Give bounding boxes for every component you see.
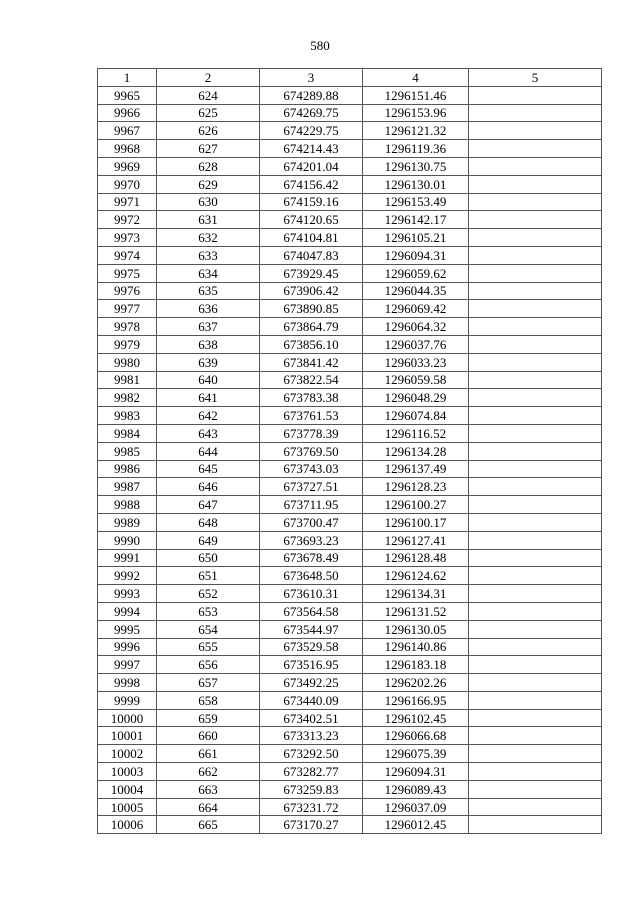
table-row: [98, 531, 602, 549]
notes-cell: [469, 353, 602, 371]
table-row: [98, 424, 602, 442]
index-cell: 657: [157, 674, 260, 692]
table-row: [98, 122, 602, 140]
y-coordinate-cell: 1296033.23: [363, 353, 469, 371]
notes-cell: [469, 638, 602, 656]
index-cell: 640: [157, 371, 260, 389]
x-coordinate-cell: 673529.58: [260, 638, 363, 656]
x-coordinate-cell: 673778.39: [260, 424, 363, 442]
y-coordinate-cell: 1296094.31: [363, 246, 469, 264]
point-number-cell: 10003: [98, 763, 157, 781]
x-coordinate-cell: 673259.83: [260, 780, 363, 798]
y-coordinate-cell: 1296151.46: [363, 86, 469, 104]
notes-cell: [469, 442, 602, 460]
index-cell: 645: [157, 460, 260, 478]
notes-cell: [469, 122, 602, 140]
notes-cell: [469, 424, 602, 442]
column-header-3: 3: [260, 69, 363, 87]
index-cell: 658: [157, 691, 260, 709]
x-coordinate-cell: 673890.85: [260, 300, 363, 318]
y-coordinate-cell: 1296037.76: [363, 335, 469, 353]
x-coordinate-cell: 673402.51: [260, 709, 363, 727]
index-cell: 651: [157, 567, 260, 585]
point-number-cell: 9997: [98, 656, 157, 674]
table-row: [98, 798, 602, 816]
index-cell: 637: [157, 318, 260, 336]
index-cell: 644: [157, 442, 260, 460]
index-cell: 628: [157, 157, 260, 175]
x-coordinate-cell: 674201.04: [260, 157, 363, 175]
point-number-cell: 9975: [98, 264, 157, 282]
point-number-cell: 9993: [98, 585, 157, 603]
x-coordinate-cell: 673313.23: [260, 727, 363, 745]
table-row: [98, 246, 602, 264]
point-number-cell: 9991: [98, 549, 157, 567]
index-cell: 630: [157, 193, 260, 211]
table-body: [98, 86, 602, 833]
y-coordinate-cell: 1296166.95: [363, 691, 469, 709]
table-row: [98, 620, 602, 638]
y-coordinate-cell: 1296137.49: [363, 460, 469, 478]
index-cell: 626: [157, 122, 260, 140]
y-coordinate-cell: 1296130.75: [363, 157, 469, 175]
y-coordinate-cell: 1296130.01: [363, 175, 469, 193]
x-coordinate-cell: 674229.75: [260, 122, 363, 140]
table-row: [98, 389, 602, 407]
notes-cell: [469, 460, 602, 478]
x-coordinate-cell: 673761.53: [260, 407, 363, 425]
notes-cell: [469, 175, 602, 193]
table-row: [98, 460, 602, 478]
point-number-cell: 9968: [98, 140, 157, 158]
table-row: [98, 496, 602, 514]
x-coordinate-cell: 673610.31: [260, 585, 363, 603]
table-row: [98, 86, 602, 104]
y-coordinate-cell: 1296183.18: [363, 656, 469, 674]
point-number-cell: 9971: [98, 193, 157, 211]
point-number-cell: 10006: [98, 816, 157, 834]
table-row: [98, 140, 602, 158]
notes-cell: [469, 335, 602, 353]
x-coordinate-cell: 674047.83: [260, 246, 363, 264]
index-cell: 633: [157, 246, 260, 264]
column-header-5: 5: [469, 69, 602, 87]
table-row: [98, 585, 602, 603]
y-coordinate-cell: 1296059.62: [363, 264, 469, 282]
table-row: [98, 709, 602, 727]
x-coordinate-cell: 674214.43: [260, 140, 363, 158]
notes-cell: [469, 513, 602, 531]
notes-cell: [469, 478, 602, 496]
index-cell: 663: [157, 780, 260, 798]
x-coordinate-cell: 673492.25: [260, 674, 363, 692]
index-cell: 627: [157, 140, 260, 158]
table-row: [98, 282, 602, 300]
table-row: [98, 442, 602, 460]
x-coordinate-cell: 673231.72: [260, 798, 363, 816]
x-coordinate-cell: 673292.50: [260, 745, 363, 763]
table-row: [98, 674, 602, 692]
point-number-cell: 9980: [98, 353, 157, 371]
index-cell: 636: [157, 300, 260, 318]
notes-cell: [469, 691, 602, 709]
index-cell: 635: [157, 282, 260, 300]
notes-cell: [469, 620, 602, 638]
y-coordinate-cell: 1296202.26: [363, 674, 469, 692]
notes-cell: [469, 371, 602, 389]
index-cell: 664: [157, 798, 260, 816]
notes-cell: [469, 264, 602, 282]
index-cell: 655: [157, 638, 260, 656]
table-row: [98, 513, 602, 531]
y-coordinate-cell: 1296012.45: [363, 816, 469, 834]
y-coordinate-cell: 1296119.36: [363, 140, 469, 158]
notes-cell: [469, 745, 602, 763]
x-coordinate-cell: 673678.49: [260, 549, 363, 567]
index-cell: 650: [157, 549, 260, 567]
x-coordinate-cell: 674104.81: [260, 229, 363, 247]
y-coordinate-cell: 1296142.17: [363, 211, 469, 229]
index-cell: 634: [157, 264, 260, 282]
y-coordinate-cell: 1296153.49: [363, 193, 469, 211]
y-coordinate-cell: 1296100.27: [363, 496, 469, 514]
index-cell: 654: [157, 620, 260, 638]
index-cell: 648: [157, 513, 260, 531]
point-number-cell: 9970: [98, 175, 157, 193]
table-header: [98, 69, 602, 87]
x-coordinate-cell: 673856.10: [260, 335, 363, 353]
index-cell: 660: [157, 727, 260, 745]
y-coordinate-cell: 1296153.96: [363, 104, 469, 122]
index-cell: 647: [157, 496, 260, 514]
index-cell: 652: [157, 585, 260, 603]
y-coordinate-cell: 1296069.42: [363, 300, 469, 318]
notes-cell: [469, 674, 602, 692]
point-number-cell: 9994: [98, 602, 157, 620]
point-number-cell: 9996: [98, 638, 157, 656]
x-coordinate-cell: 674269.75: [260, 104, 363, 122]
table-row: [98, 104, 602, 122]
notes-cell: [469, 816, 602, 834]
x-coordinate-cell: 674289.88: [260, 86, 363, 104]
notes-cell: [469, 709, 602, 727]
x-coordinate-cell: 673929.45: [260, 264, 363, 282]
y-coordinate-cell: 1296128.23: [363, 478, 469, 496]
y-coordinate-cell: 1296131.52: [363, 602, 469, 620]
y-coordinate-cell: 1296066.68: [363, 727, 469, 745]
y-coordinate-cell: 1296128.48: [363, 549, 469, 567]
table-row: [98, 816, 602, 834]
point-number-cell: 9976: [98, 282, 157, 300]
x-coordinate-cell: 673282.77: [260, 763, 363, 781]
x-coordinate-cell: 673711.95: [260, 496, 363, 514]
header-row: [98, 69, 602, 87]
y-coordinate-cell: 1296134.31: [363, 585, 469, 603]
point-number-cell: 9982: [98, 389, 157, 407]
notes-cell: [469, 407, 602, 425]
point-number-cell: 9992: [98, 567, 157, 585]
y-coordinate-cell: 1296134.28: [363, 442, 469, 460]
x-coordinate-cell: 673544.97: [260, 620, 363, 638]
point-number-cell: 10005: [98, 798, 157, 816]
x-coordinate-cell: 673864.79: [260, 318, 363, 336]
x-coordinate-cell: 673440.09: [260, 691, 363, 709]
point-number-cell: 9969: [98, 157, 157, 175]
index-cell: 641: [157, 389, 260, 407]
index-cell: 642: [157, 407, 260, 425]
notes-cell: [469, 549, 602, 567]
notes-cell: [469, 780, 602, 798]
point-number-cell: 9989: [98, 513, 157, 531]
x-coordinate-cell: 673170.27: [260, 816, 363, 834]
notes-cell: [469, 656, 602, 674]
index-cell: 662: [157, 763, 260, 781]
notes-cell: [469, 318, 602, 336]
notes-cell: [469, 246, 602, 264]
point-number-cell: 10004: [98, 780, 157, 798]
column-header-4: 4: [363, 69, 469, 87]
table-row: [98, 193, 602, 211]
y-coordinate-cell: 1296089.43: [363, 780, 469, 798]
y-coordinate-cell: 1296105.21: [363, 229, 469, 247]
y-coordinate-cell: 1296130.05: [363, 620, 469, 638]
table-row: [98, 567, 602, 585]
notes-cell: [469, 157, 602, 175]
table-row: [98, 300, 602, 318]
point-number-cell: 9983: [98, 407, 157, 425]
point-number-cell: 9967: [98, 122, 157, 140]
notes-cell: [469, 602, 602, 620]
index-cell: 624: [157, 86, 260, 104]
notes-cell: [469, 86, 602, 104]
y-coordinate-cell: 1296140.86: [363, 638, 469, 656]
x-coordinate-cell: 674156.42: [260, 175, 363, 193]
table-row: [98, 745, 602, 763]
notes-cell: [469, 567, 602, 585]
y-coordinate-cell: 1296102.45: [363, 709, 469, 727]
x-coordinate-cell: 673769.50: [260, 442, 363, 460]
index-cell: 646: [157, 478, 260, 496]
index-cell: 649: [157, 531, 260, 549]
point-number-cell: 9972: [98, 211, 157, 229]
column-header-2: 2: [157, 69, 260, 87]
point-number-cell: 9986: [98, 460, 157, 478]
point-number-cell: 9977: [98, 300, 157, 318]
notes-cell: [469, 798, 602, 816]
point-number-cell: 9995: [98, 620, 157, 638]
table-row: [98, 353, 602, 371]
notes-cell: [469, 763, 602, 781]
x-coordinate-cell: 673564.58: [260, 602, 363, 620]
point-number-cell: 9985: [98, 442, 157, 460]
index-cell: 625: [157, 104, 260, 122]
point-number-cell: 9990: [98, 531, 157, 549]
index-cell: 639: [157, 353, 260, 371]
notes-cell: [469, 496, 602, 514]
index-cell: 632: [157, 229, 260, 247]
point-number-cell: 9984: [98, 424, 157, 442]
notes-cell: [469, 585, 602, 603]
table-row: [98, 318, 602, 336]
table-row: [98, 656, 602, 674]
page-number: 580: [310, 38, 330, 53]
coordinates-table: [97, 68, 602, 834]
table-row: [98, 175, 602, 193]
table-row: [98, 727, 602, 745]
notes-cell: [469, 140, 602, 158]
y-coordinate-cell: 1296094.31: [363, 763, 469, 781]
y-coordinate-cell: 1296048.29: [363, 389, 469, 407]
table-row: [98, 763, 602, 781]
index-cell: 656: [157, 656, 260, 674]
x-coordinate-cell: 673648.50: [260, 567, 363, 585]
notes-cell: [469, 104, 602, 122]
y-coordinate-cell: 1296116.52: [363, 424, 469, 442]
x-coordinate-cell: 673516.95: [260, 656, 363, 674]
table-row: [98, 638, 602, 656]
point-number-cell: 9965: [98, 86, 157, 104]
table-row: [98, 691, 602, 709]
table-row: [98, 371, 602, 389]
y-coordinate-cell: 1296127.41: [363, 531, 469, 549]
point-number-cell: 9979: [98, 335, 157, 353]
point-number-cell: 9988: [98, 496, 157, 514]
y-coordinate-cell: 1296124.62: [363, 567, 469, 585]
table-row: [98, 157, 602, 175]
index-cell: 665: [157, 816, 260, 834]
index-cell: 638: [157, 335, 260, 353]
x-coordinate-cell: 673906.42: [260, 282, 363, 300]
point-number-cell: 9999: [98, 691, 157, 709]
point-number-cell: 9987: [98, 478, 157, 496]
table-row: [98, 780, 602, 798]
notes-cell: [469, 229, 602, 247]
x-coordinate-cell: 673727.51: [260, 478, 363, 496]
x-coordinate-cell: 673700.47: [260, 513, 363, 531]
notes-cell: [469, 282, 602, 300]
point-number-cell: 9966: [98, 104, 157, 122]
point-number-cell: 9998: [98, 674, 157, 692]
y-coordinate-cell: 1296059.58: [363, 371, 469, 389]
point-number-cell: 10002: [98, 745, 157, 763]
index-cell: 659: [157, 709, 260, 727]
y-coordinate-cell: 1296044.35: [363, 282, 469, 300]
x-coordinate-cell: 673783.38: [260, 389, 363, 407]
point-number-cell: 9973: [98, 229, 157, 247]
y-coordinate-cell: 1296121.32: [363, 122, 469, 140]
notes-cell: [469, 531, 602, 549]
notes-cell: [469, 727, 602, 745]
index-cell: 653: [157, 602, 260, 620]
table-row: [98, 549, 602, 567]
x-coordinate-cell: 673743.03: [260, 460, 363, 478]
y-coordinate-cell: 1296064.32: [363, 318, 469, 336]
notes-cell: [469, 211, 602, 229]
y-coordinate-cell: 1296075.39: [363, 745, 469, 763]
point-number-cell: 10001: [98, 727, 157, 745]
table-row: [98, 602, 602, 620]
index-cell: 629: [157, 175, 260, 193]
table-row: [98, 407, 602, 425]
index-cell: 643: [157, 424, 260, 442]
table-row: [98, 478, 602, 496]
notes-cell: [469, 193, 602, 211]
point-number-cell: 9981: [98, 371, 157, 389]
y-coordinate-cell: 1296100.17: [363, 513, 469, 531]
table-row: [98, 264, 602, 282]
x-coordinate-cell: 673693.23: [260, 531, 363, 549]
y-coordinate-cell: 1296037.09: [363, 798, 469, 816]
x-coordinate-cell: 674159.16: [260, 193, 363, 211]
table-row: [98, 211, 602, 229]
x-coordinate-cell: 673841.42: [260, 353, 363, 371]
table-row: [98, 335, 602, 353]
point-number-cell: 9974: [98, 246, 157, 264]
point-number-cell: 10000: [98, 709, 157, 727]
column-header-1: 1: [98, 69, 157, 87]
table-row: [98, 229, 602, 247]
x-coordinate-cell: 673822.54: [260, 371, 363, 389]
point-number-cell: 9978: [98, 318, 157, 336]
index-cell: 661: [157, 745, 260, 763]
y-coordinate-cell: 1296074.84: [363, 407, 469, 425]
notes-cell: [469, 389, 602, 407]
x-coordinate-cell: 674120.65: [260, 211, 363, 229]
index-cell: 631: [157, 211, 260, 229]
notes-cell: [469, 300, 602, 318]
